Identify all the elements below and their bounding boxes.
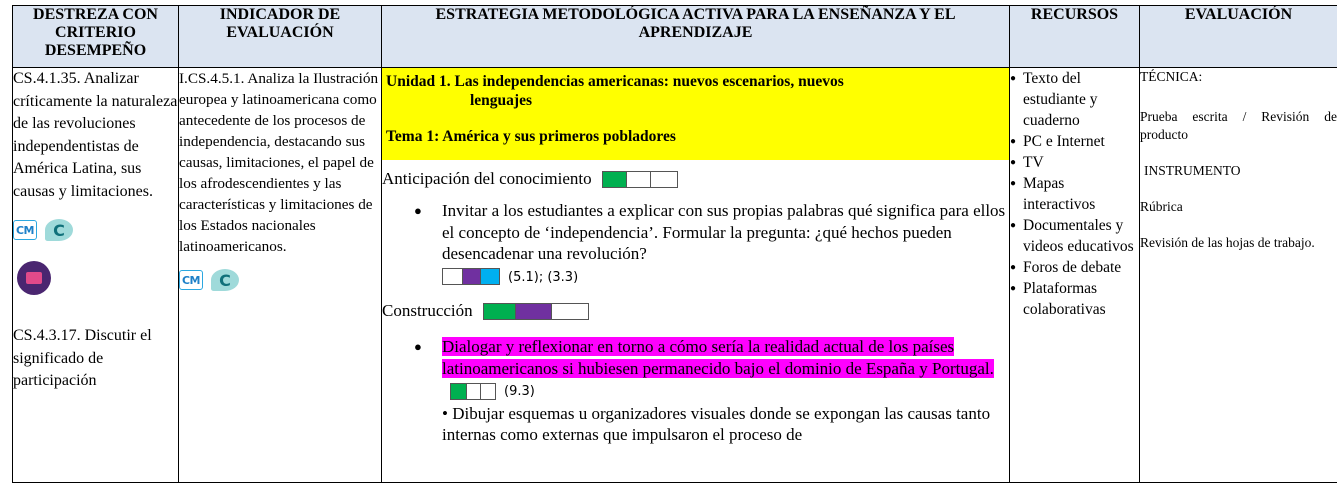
anticipacion-list (382, 200, 1009, 288)
unit-title: Unidad 1. Las independencias americanas: nuevos escenarios, nuevos (386, 73, 844, 90)
indicador-text: I.CS.4.5.1. Analiza la Ilustración europea y latinoamericana como antecedente de los procesos de independencia, destacando sus causas, limitaciones, el papel de los afrodescendientes y las características y limitaciones de los Estados nacionales latinoamericanos. (179, 70, 379, 255)
cm-icon: CM (13, 220, 37, 240)
destreza-icons (13, 217, 178, 243)
instrumento-value-2: Revisión de las hojas de trabajo. (1140, 235, 1315, 250)
c-speech-icon: C (45, 219, 73, 241)
list-item: ● TV (1010, 152, 1139, 173)
list-item: ● PC e Internet (1010, 131, 1139, 152)
skill-codes: (5.1); (3.3) (508, 269, 579, 285)
tecnica-value: Prueba escrita / Revisión de producto (1140, 109, 1337, 142)
progress-bar-small (442, 268, 500, 285)
construccion-heading (382, 300, 1009, 322)
header-indicador: INDICADOR DE EVALUACIÓN (179, 6, 382, 68)
instrumento-value-1: Rúbrica (1140, 199, 1183, 214)
progress-bar-small (450, 383, 496, 400)
tecnica-label: TÉCNICA: (1140, 69, 1203, 84)
construccion-subitem: • Dibujar esquemas u organizadores visuales donde se expongan las causas tanto internas como externas que impulsaron el proceso de (442, 403, 991, 444)
indicador-cell (179, 68, 382, 483)
skill-codes: (9.3) (504, 384, 535, 399)
header-recursos: RECURSOS (1010, 6, 1140, 68)
list-item: ● Mapas interactivos (1010, 173, 1139, 215)
progress-bar-construccion (483, 303, 589, 320)
list-item: ● Texto del estudiante y cuaderno (1010, 68, 1139, 131)
indicador-icons (179, 267, 381, 293)
unit-highlight (382, 68, 1009, 160)
construccion-list (382, 336, 1009, 403)
destreza-text-2: CS.4.3.17. Discutir el significado de participación (13, 327, 152, 389)
unit-title-cont: lenguajes (470, 92, 532, 109)
content-row (13, 68, 1337, 483)
destreza-text-1: CS.4.1.35. Analizar críticamente la naturaleza de las revoluciones independentistas de América Latina, sus causas y limitaciones. (13, 70, 178, 200)
list-item: ● Documentales y videos educativos (1010, 215, 1139, 257)
cm-icon: CM (179, 270, 203, 290)
c-speech-icon: C (211, 269, 239, 291)
topic-title: Tema 1: América y sus primeros pobladores (386, 128, 676, 145)
header-evaluacion: EVALUACIÓN (1140, 6, 1337, 68)
anticipacion-label: Anticipación del conocimiento (382, 169, 592, 188)
header-row (13, 6, 1337, 68)
book-badge-icon (17, 261, 51, 295)
anticipacion-heading (382, 168, 1009, 190)
header-destreza: DESTREZA CON CRITERIO DESEMPEÑO (13, 6, 179, 68)
construccion-label: Construcción (382, 301, 473, 320)
instrumento-label: INSTRUMENTO (1144, 163, 1241, 178)
recursos-cell (1010, 68, 1140, 483)
destreza-cell (13, 68, 179, 483)
list-item: ● Plataformas colaborativas (1010, 278, 1139, 320)
progress-bar-anticipacion (602, 171, 678, 188)
list-item: ● Invitar a los estudiantes a explicar con sus propias palabras qué significa para ellos el concepto de ‘independencia’. Formular la pregunta: ¿qué hechos pueden desencadenar una revolución? (5.1); (3.3) (442, 200, 1009, 288)
list-item: ● Dialogar y reflexionar en torno a cómo sería la realidad actual de los países latinoamericanos si hubiesen permanecido bajo el dominio de España y Portugal. (9.3) (442, 336, 1009, 403)
header-estrategia: ESTRATEGIA METODOLÓGICA ACTIVA PARA LA ENSEÑANZA Y EL APRENDIZAJE (382, 6, 1010, 68)
planning-table (12, 5, 1337, 483)
list-item: ● Foros de debate (1010, 257, 1139, 278)
estrategia-cell (382, 68, 1010, 483)
recursos-list (1010, 68, 1139, 320)
evaluacion-cell (1140, 68, 1337, 483)
